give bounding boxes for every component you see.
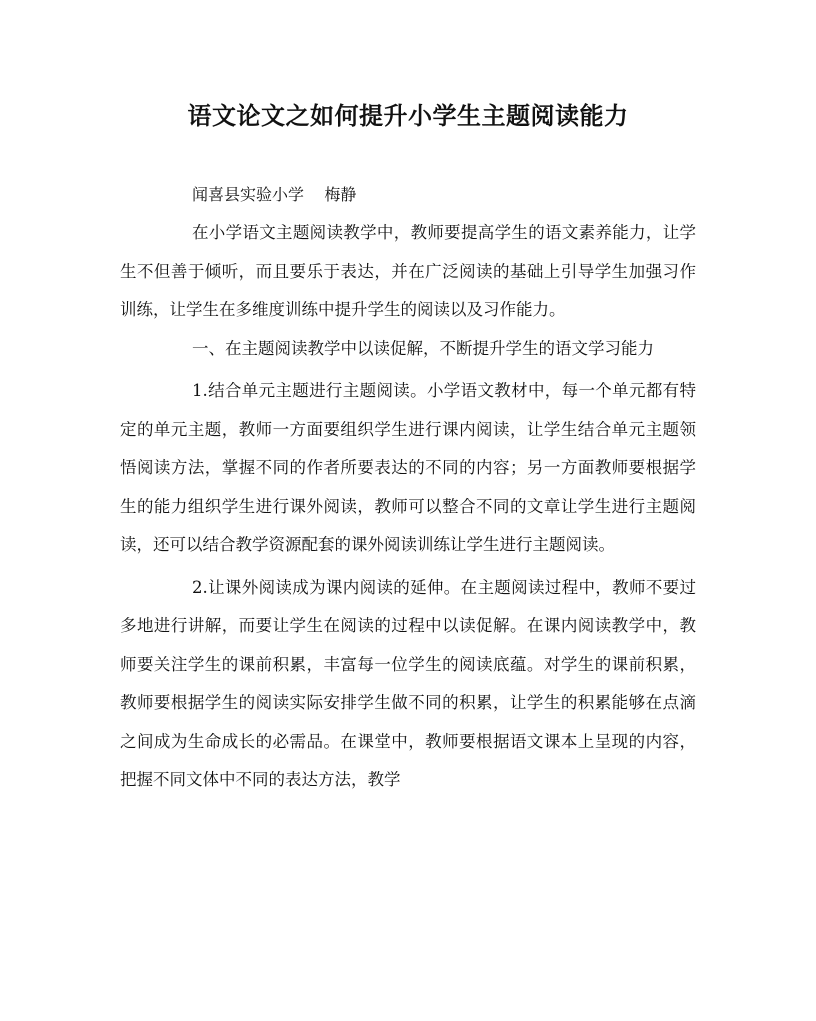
document-page — [120, 96, 696, 800]
paragraph-intro: 在小学语文主题阅读教学中，教师要提高学生的语文素养能力，让学生不但善于倾听，而且要乐于表达，并在广泛阅读的基础上引导学生加强习作训练，让学生在多维度训练中提升学生的阅读以及习作能力。 — [120, 223, 696, 319]
section-heading-1: 一、在主题阅读教学中以读促解，不断提升学生的语文学习能力 — [192, 338, 654, 358]
paragraph-point-1: 1.结合单元主题进行主题阅读。小学语文教材中，每一个单元都有特定的单元主题，教师一方面要组织学生进行课内阅读，让学生结合单元主题领悟阅读方法，掌握不同的作者所要表达的不同的内容；另一方面教师要根据学生的能力组织学生进行课外阅读，教师可以整合不同的文章让学生进行主题阅读，还可以结合教学资源配套的课外阅读训练让学生进行主题阅读。 — [120, 381, 696, 554]
author-byline: 闻喜县实验小学 梅静 — [192, 185, 357, 204]
paragraph-point-2: 2.让课外阅读成为课内阅读的延伸。在主题阅读过程中，教师不要过多地进行讲解，而要让学生在阅读的过程中以读促解。在课内阅读教学中，教师要关注学生的课前积累，丰富每一位学生的阅读底蕴。对学生的课前积累，教师要根据学生的阅读实际安排学生做不同的积累，让学生的积累能够在点滴之间成为生命成长的必需品。在课堂中，教师要根据语文课本上呈现的内容，把握不同文体中不同的表达方法，教学 — [120, 577, 696, 789]
document-title: 语文论文之如何提升小学生主题阅读能力 — [187, 101, 629, 130]
